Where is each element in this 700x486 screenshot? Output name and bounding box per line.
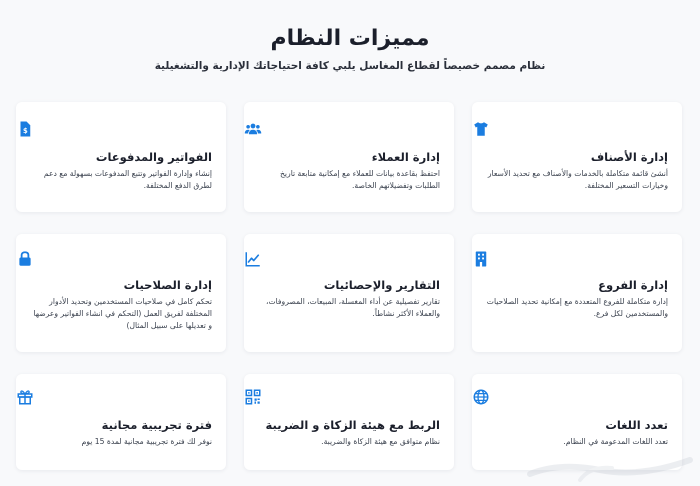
feature-title: الربط مع هيئة الزكاة و الضريبة xyxy=(265,418,440,432)
chart-icon xyxy=(244,250,454,268)
users-icon xyxy=(244,120,454,138)
invoice-icon xyxy=(16,120,226,138)
feature-title: إدارة العملاء xyxy=(371,150,440,164)
feature-card-zakat xyxy=(244,374,454,470)
watermark-logo xyxy=(520,444,700,486)
tshirt-icon xyxy=(472,120,682,138)
feature-description: نظام متوافق مع هيئة الزكاة والضريبة. xyxy=(321,437,440,446)
feature-card-invoices xyxy=(16,102,226,212)
globe-icon xyxy=(472,388,682,406)
feature-card-customers xyxy=(244,102,454,212)
feature-title: إدارة الأصناف xyxy=(590,150,668,164)
page-subtitle: نظام مصمم خصيصاً لقطاع المغاسل يلبي كافة احتياجاتك الإدارية والتشغيلية xyxy=(154,60,546,72)
qr-icon xyxy=(244,388,454,406)
feature-description: إدارة متكاملة للفروع المتعددة مع إمكانية تحديد الصلاحيات والمستخدمين لكل فرع. xyxy=(486,297,668,318)
feature-title: التقارير والإحصائيات xyxy=(323,278,440,292)
feature-card-permissions xyxy=(16,234,226,352)
feature-description: أنشئ قائمة متكاملة بالخدمات والأصناف مع تحديد الأسعار وخيارات التسعير المختلفة. xyxy=(487,169,668,190)
feature-description: احتفظ بقاعدة بيانات للعملاء مع إمكانية متابعة تاريخ الطلبات وتفضيلاتهم الخاصة. xyxy=(280,169,440,190)
feature-card-categories xyxy=(472,102,682,212)
feature-title: إدارة الصلاحيات xyxy=(123,278,212,292)
lock-icon xyxy=(16,250,226,268)
feature-title: فترة تجريبية مجانية xyxy=(101,418,212,432)
feature-description: تقارير تفصيلية عن أداء المغسلة، المبيعات، المصروفات، والعملاء الأكثر نشاطاً. xyxy=(266,297,440,318)
feature-card-branches xyxy=(472,234,682,352)
feature-card-reports xyxy=(244,234,454,352)
feature-description: نوفر لك فترة تجريبية مجانية لمدة 15 يوم xyxy=(81,437,212,446)
feature-description: تحكم كامل في صلاحيات المستخدمين وتحديد الأدوار المختلفة لفريق العمل (التحكم في انشاء الفواتير وعرضها و تعديلها على سبيل المثال) xyxy=(33,297,212,330)
svg-text:$: $ xyxy=(23,126,28,135)
page-title: مميزات النظام xyxy=(270,26,430,51)
feature-title: إدارة الفروع xyxy=(598,278,668,292)
feature-description: تعدد اللغات المدعومة في النظام. xyxy=(563,437,668,446)
feature-title: تعدد اللغات xyxy=(605,418,668,432)
feature-title: الفواتير والمدفوعات xyxy=(95,150,212,164)
feature-card-trial xyxy=(16,374,226,470)
building-icon xyxy=(472,250,682,268)
gift-icon xyxy=(16,388,226,406)
feature-description: إنشاء وإدارة الفواتير وتتبع المدفوعات بسهولة مع دعم لطرق الدفع المختلفة. xyxy=(43,169,212,190)
